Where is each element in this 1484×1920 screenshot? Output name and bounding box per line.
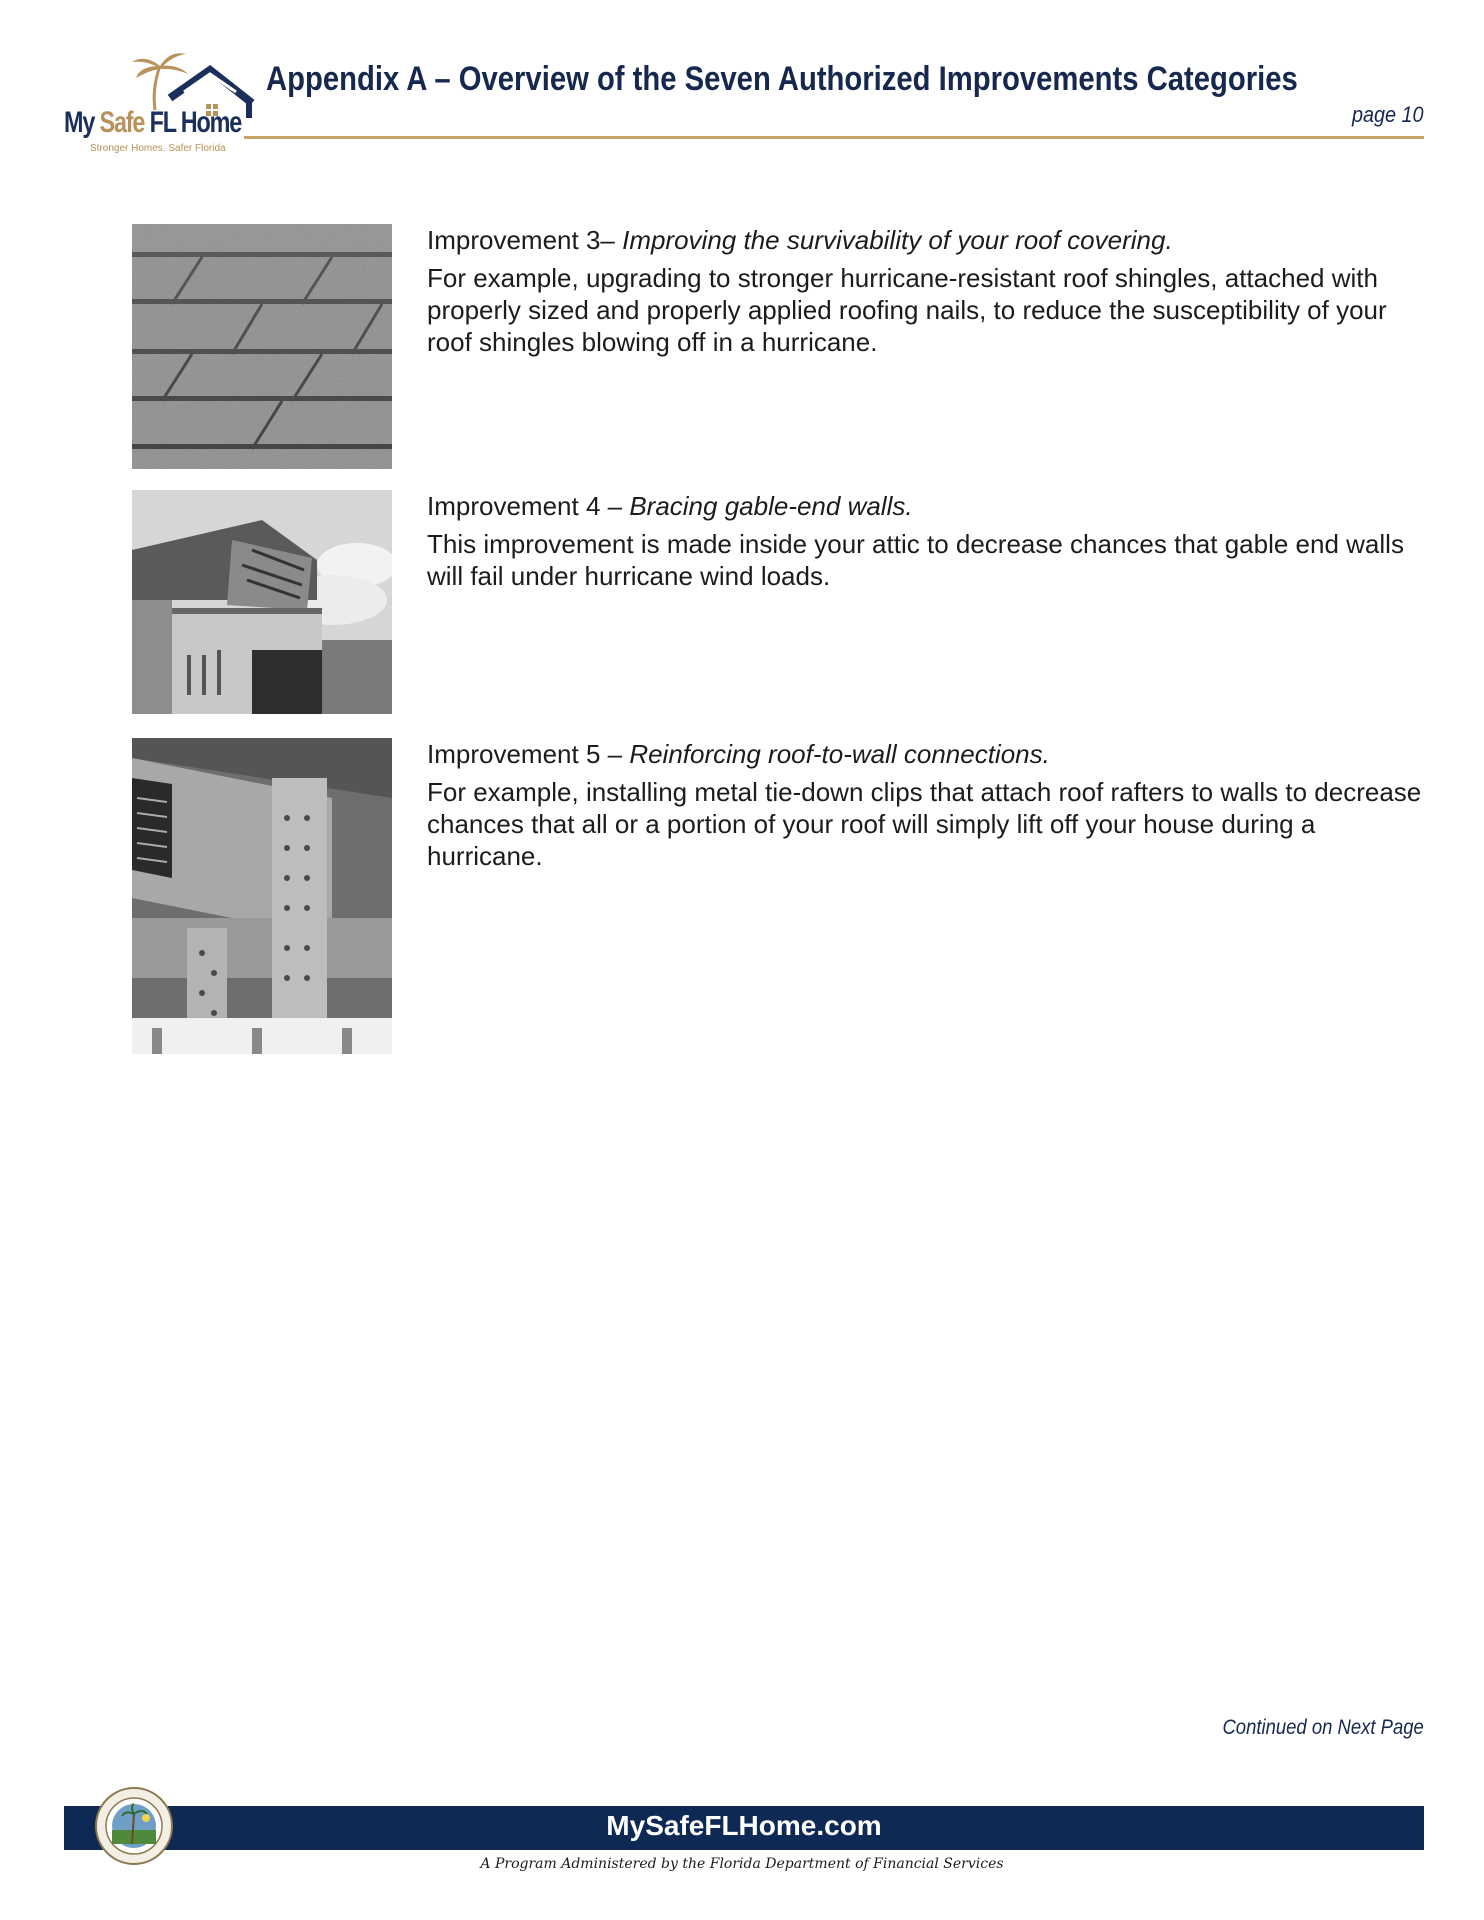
- logo-tagline: Stronger Homes. Safer Florida: [90, 143, 226, 154]
- improvement-4-label: Improvement 4 –: [427, 491, 630, 521]
- logo-word-safe: Safe: [99, 106, 145, 139]
- improvement-5-heading: [427, 738, 1427, 770]
- improvement-4-description: This improvement is made inside your attic to decrease chances that gable end walls will fail under hurricane wind loads.: [427, 529, 1404, 591]
- improvement-3: [132, 224, 1432, 469]
- logo-word-fl-home: FL Home: [149, 106, 242, 139]
- improvement-5-label: Improvement 5 –: [427, 739, 630, 769]
- improvement-3-description: For example, upgrading to stronger hurricane-resistant roof shingles, attached with properly sized and properly applied roofing nails, to reduce the susceptibility of your roof shingles blowing off in a hurricane.: [427, 263, 1387, 357]
- improvement-3-heading: [427, 224, 1427, 256]
- metal-tie-down-clip-photo: [132, 738, 392, 1054]
- footer-url[interactable]: MySafeFLHome.com: [606, 1810, 882, 1841]
- page-title: Appendix A – Overview of the Seven Authorized Improvements Categories: [266, 60, 1298, 98]
- improvement-5-title: Reinforcing roof-to-wall connections.: [629, 739, 1050, 769]
- department-seal-icon: [94, 1786, 174, 1866]
- improvement-3-title: Improving the survivability of your roof covering.: [622, 225, 1173, 255]
- improvement-4: [132, 490, 1432, 714]
- improvement-4-title: Bracing gable-end walls.: [629, 491, 913, 521]
- my-safe-fl-home-logo: [60, 48, 260, 158]
- header-divider: [244, 136, 1424, 139]
- improvement-4-text: [427, 490, 1427, 592]
- footer-bar: [64, 1806, 1424, 1850]
- page-number: page 10: [1352, 102, 1424, 127]
- logo-wordmark: [64, 106, 241, 140]
- improvement-5: [132, 738, 1432, 1054]
- improvement-3-label: Improvement 3–: [427, 225, 623, 255]
- improvement-5-description: For example, installing metal tie-down clips that attach roof rafters to walls to decrease chances that all or a portion of your roof will simply lift off your house during a hurricane.: [427, 777, 1422, 871]
- damaged-gable-end-photo: [132, 490, 392, 714]
- continued-note: Continued on Next Page: [1222, 1716, 1424, 1739]
- footer-subtitle: A Program Administered by the Florida Department of Financial Services: [480, 1856, 1004, 1872]
- improvement-5-text: [427, 738, 1427, 872]
- roof-shingles-photo: [132, 224, 392, 469]
- improvement-4-heading: [427, 490, 1427, 522]
- logo-word-my: My: [64, 106, 95, 139]
- improvement-3-text: [427, 224, 1427, 358]
